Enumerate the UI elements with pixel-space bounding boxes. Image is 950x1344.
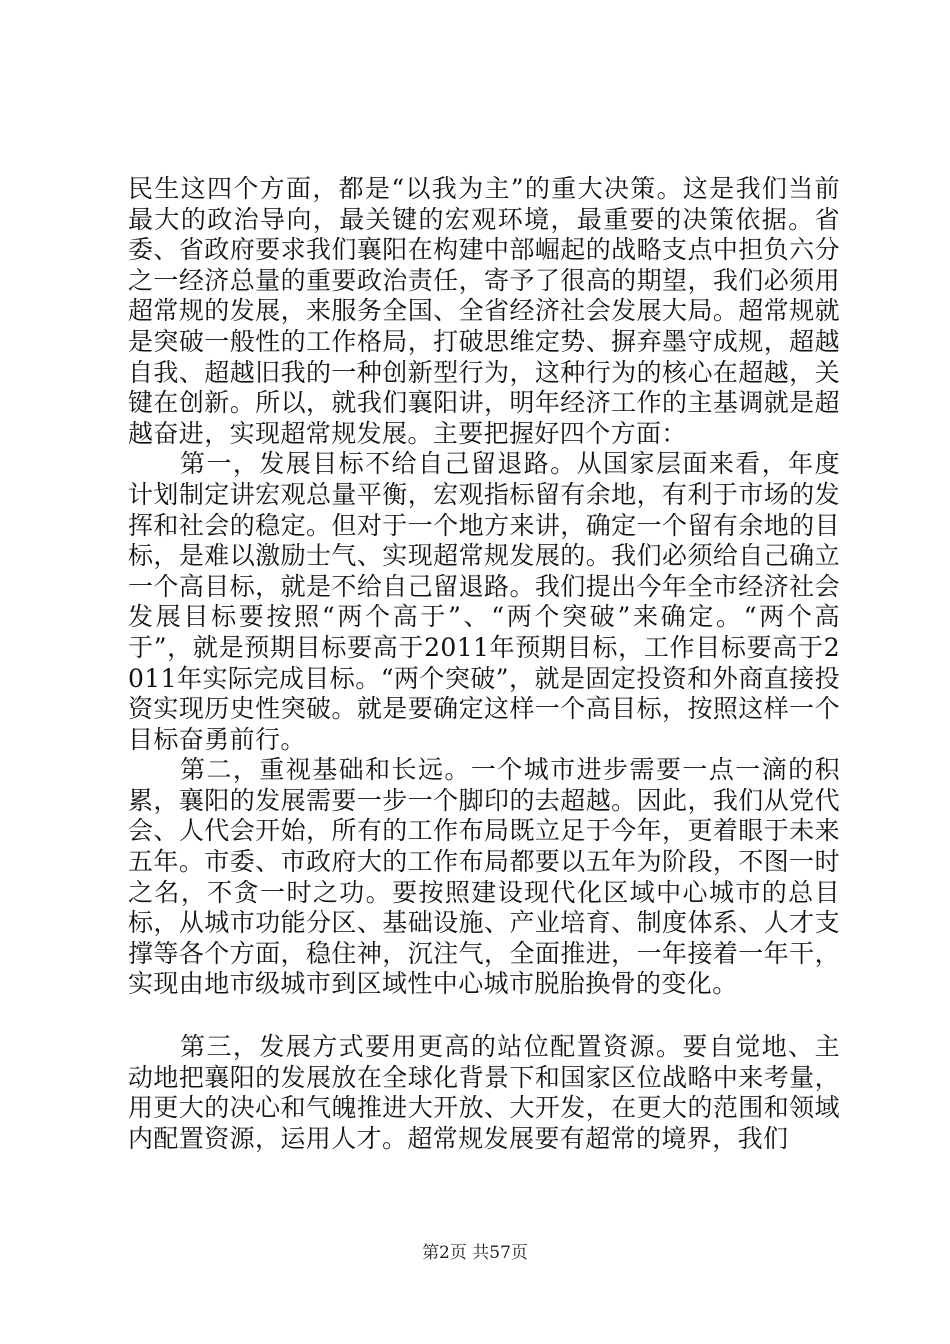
paragraph-1: 民生这四个方面，都是“以我为主”的重大决策。这是我们当前最大的政治导向，最关键的宏观环境，最重要的决策依据。省委、省政府要求我们襄阳在构建中部崛起的战略支点中担负六分之一经济总量的重要政治责任，寄予了很高的期望，我们必须用超常规的发展，来服务全国、全省经济社会发展大局。超常规就是突破一般性的工作格局，打破思维定势、摒弃墨守成规，超越自我、超越旧我的一种创新型行为，这种行为的核心在超越，关键在创新。所以，就我们襄阳讲，明年经济工作的主基调就是超越奋进，实现超常规发展。主要把握好四个方面： <box>128 174 840 448</box>
page-number-footer: 第2页 共57页 <box>422 1243 528 1263</box>
paragraph-3: 第二，重视基础和长远。一个城市进步需要一点一滴的积累，襄阳的发展需要一步一个脚印的去超越。因此，我们从党代会、人代会开始，所有的工作布局既立足于今年，更着眼于未来五年。市委、市政府大的工作布局都要以五年为阶段，不图一时之名，不贪一时之功。要按照建设现代化区域中心城市的总目标，从城市功能分区、基础设施、产业培育、制度体系、人才支撑等各个方面，稳住神，沉注气，全面推进，一年接着一年干，实现由地市级城市到区域性中心城市脱胎换骨的变化。 <box>128 755 840 999</box>
paragraph-4: 第三，发展方式要用更高的站位配置资源。要自觉地、主动地把襄阳的发展放在全球化背景下和国家区位战略中来考量，用更大的决心和气魄推进大开放、大开发，在更大的范围和领域内配置资源，运用人才。超常规发展要有超常的境界，我们 <box>128 1032 840 1153</box>
document-body <box>128 174 840 1154</box>
paragraph-2: 第一，发展目标不给自己留退路。从国家层面来看，年度计划制定讲宏观总量平衡，宏观指标留有余地，有利于市场的发挥和社会的稳定。但对于一个地方来讲，确定一个留有余地的目标，是难以激励士气、实现超常规发展的。我们必须给自己确立一个高目标，就是不给自己留退路。我们提出今年全市经济社会发展目标要按照“两个高于”、“两个突破”来确定。“两个高于”，就是预期目标要高于2011年预期目标，工作目标要高于2011年实际完成目标。“两个突破”，就是固定投资和外商直接投资实现历史性突破。就是要确定这样一个高目标，按照这样一个目标奋勇前行。 <box>128 449 840 754</box>
